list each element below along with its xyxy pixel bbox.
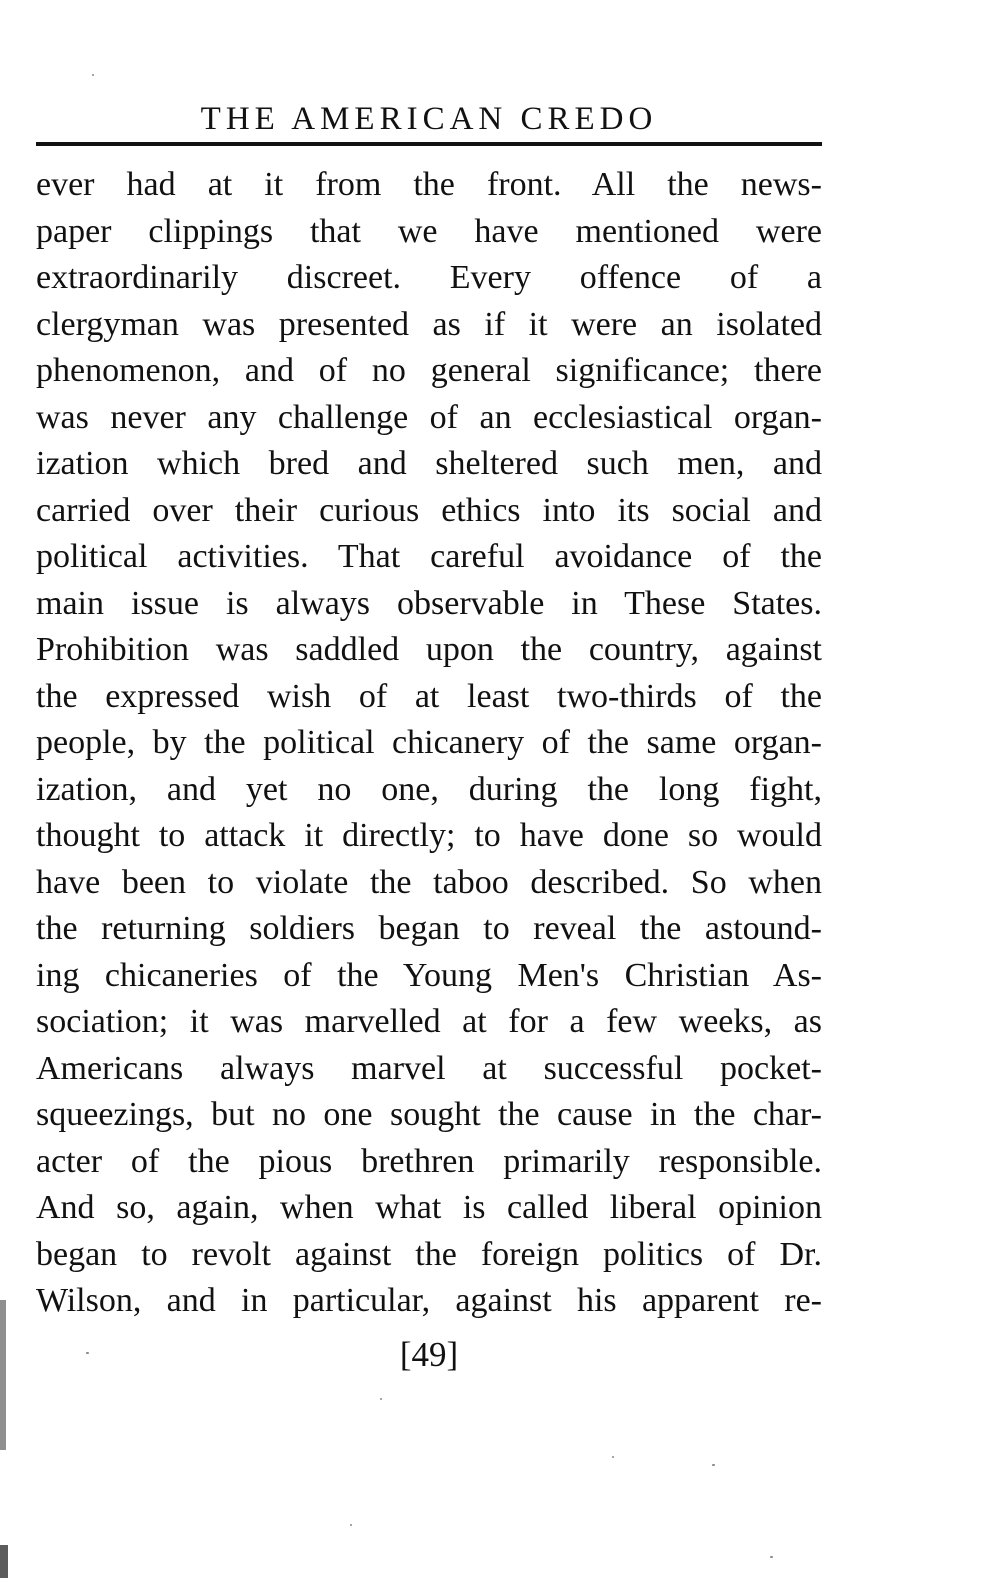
text-line: thought to attack it directly; to have done so would (36, 817, 822, 854)
text-line: began to revolt against the foreign politics of Dr. (36, 1235, 822, 1273)
text-line: Wilson, and in particular, against his apparent re- (36, 1282, 822, 1319)
text-line: was never any challenge of an ecclesiastical organ- (36, 398, 822, 436)
scan-edge-mark (0, 1300, 6, 1450)
scan-speck (92, 74, 94, 76)
text-line: the expressed wish of at least two-thirds of the (36, 677, 822, 715)
text-line: Americans always marvel at successful pocket- (36, 1049, 822, 1087)
text-line: sociation; it was marvelled at for a few weeks, as (36, 1003, 822, 1040)
text-line: clergyman was presented as if it were an isolated (36, 305, 822, 343)
scan-speck (770, 1556, 773, 1558)
running-head-title: THE AMERICAN CREDO (200, 101, 658, 137)
text-line: acter of the pious brethren primarily responsible. (36, 1142, 822, 1180)
text-line: ing chicaneries of the Young Men's Christian As- (36, 956, 822, 994)
text-line: main issue is always observable in These States. (36, 584, 822, 622)
scan-speck (350, 1524, 352, 1526)
text-line: phenomenon, and of no general significance; there (36, 352, 822, 389)
scan-speck (380, 1398, 382, 1400)
scan-speck (86, 1352, 89, 1354)
text-line: ization which bred and sheltered such men, and (36, 445, 822, 482)
body-text (36, 162, 822, 1325)
text-line: the returning soldiers began to reveal the astound- (36, 910, 822, 947)
scan-edge-mark (0, 1545, 8, 1578)
text-line: carried over their curious ethics into its social and (36, 491, 822, 529)
text-line: people, by the political chicanery of the same organ- (36, 724, 822, 761)
text-line: extraordinarily discreet. Every offence of a (36, 259, 822, 296)
text-line: ever had at it from the front. All the news- (36, 166, 822, 203)
text-line: political activities. That careful avoidance of the (36, 538, 822, 575)
scan-speck (612, 1456, 614, 1458)
text-line: have been to violate the taboo described. So when (36, 863, 822, 901)
text-line: And so, again, when what is called liberal opinion (36, 1189, 822, 1226)
text-line: Prohibition was saddled upon the country, against (36, 631, 822, 668)
scan-speck (712, 1464, 715, 1466)
page-number: [49] (399, 1335, 459, 1374)
text-line: ization, and yet no one, during the long fight, (36, 770, 822, 808)
header-rule (36, 142, 822, 146)
text-line: paper clippings that we have mentioned were (36, 212, 822, 250)
text-line: squeezings, but no one sought the cause in the char- (36, 1096, 822, 1133)
